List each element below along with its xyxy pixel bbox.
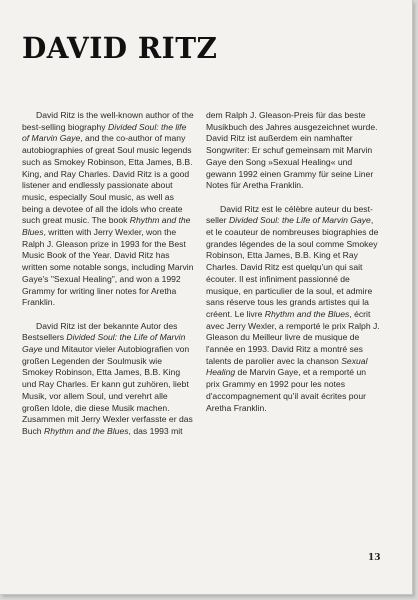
song-title-italic: Sexual Healing (206, 355, 368, 378)
book-title-italic: Rhythm and the Blues (22, 215, 191, 238)
book-title-italic: Rhythm and the Blues (43, 425, 129, 436)
paragraph-german-continued: dem Ralph J. Gleason-Preis für das beste Musikbuch des Jahres ausgezeichnet wurde. David Ritz ist außerdem ein namhafter Songwriter: Er schuf gemeinsam mit Marvin Gaye den Song »Sexual Healing« und gewann 1992 einen Grammy für seine Liner Notes für Aretha Franklin. (206, 110, 378, 191)
book-title-italic: Divided Soul: the life of Marvin Gaye (22, 121, 187, 144)
page-title: DAVID RITZ (22, 30, 218, 66)
text-run: , et le coauteur de nombreuses biographies de grandes légendes de la soul comme Smokey Robinson, Etta James, B.B. King et Ray Charles. David Ritz est quelqu'un qui sait écouter. Il est infiniment passionné de musique, en particulier de la soul, et admire sans réserve tous les grands artistes qui la créent. Le livre (206, 215, 379, 319)
paragraph-german (22, 321, 194, 438)
text-run: und Mitautor vieler Autobiografien von großen Legenden der Soulmusik wie Smokey Robinson, Etta James, B.B. King und Ray Charles. Er kann gut zuhören, liebt Musik, vor allem Soul, und verehrt alle großen Idole, die diese Musik machen. Zusammen mit Jerry Wexler verfasste er das Buch (22, 344, 193, 436)
text-run: de Marvin Gaye, et a remporté un prix Grammy en 1992 pour les notes d'accompagnement qu'il avait écrites pour Aretha Franklin. (206, 367, 367, 413)
left-column (22, 110, 194, 438)
text-run: , and the co-author of many autobiographies of great Soul music legends such as Smokey Robinson, Etta James, B.B. King, and Ray Charles. David Ritz is a good listener and endlessly passionate about music, especially Soul music, as well as being a devotee of all the idols who create such great music. The book (22, 133, 193, 226)
text-run: , das 1993 mit (128, 425, 183, 436)
book-title-italic: Divided Soul: the Life of Marvin Gaye (228, 215, 371, 226)
book-title-italic: Divided Soul: the Life of Marvin Gaye (22, 332, 186, 355)
right-column (206, 110, 382, 414)
book-title-italic: Rhythm and the Blues (264, 308, 350, 319)
text-run: , écrit avec Jerry Wexler, a remporté le prix Ralph J. Gleason du Meilleur livre de musique de l'année en 1993. David Ritz a montré ses talents de parolier avec la chanson (206, 308, 380, 366)
text-run: David Ritz ist der bekannte Autor des Bestsellers (22, 320, 178, 343)
paragraph-french (206, 204, 382, 415)
page-number: 13 (368, 553, 381, 563)
paragraph-english (22, 110, 194, 309)
text-run: David Ritz is the well-known author of the best-selling biography (22, 110, 194, 132)
text-run: David Ritz est le célèbre auteur du best-seller (206, 203, 373, 226)
text-run: , written with Jerry Wexler, won the Ralph J. Gleason prize in 1993 for the Best Music Book of the Year. David Ritz has written some notable songs, including Marvin Gaye's "Sexual Healing", and won a 1992 Grammy for writing liner notes for Aretha Franklin. (22, 227, 194, 308)
